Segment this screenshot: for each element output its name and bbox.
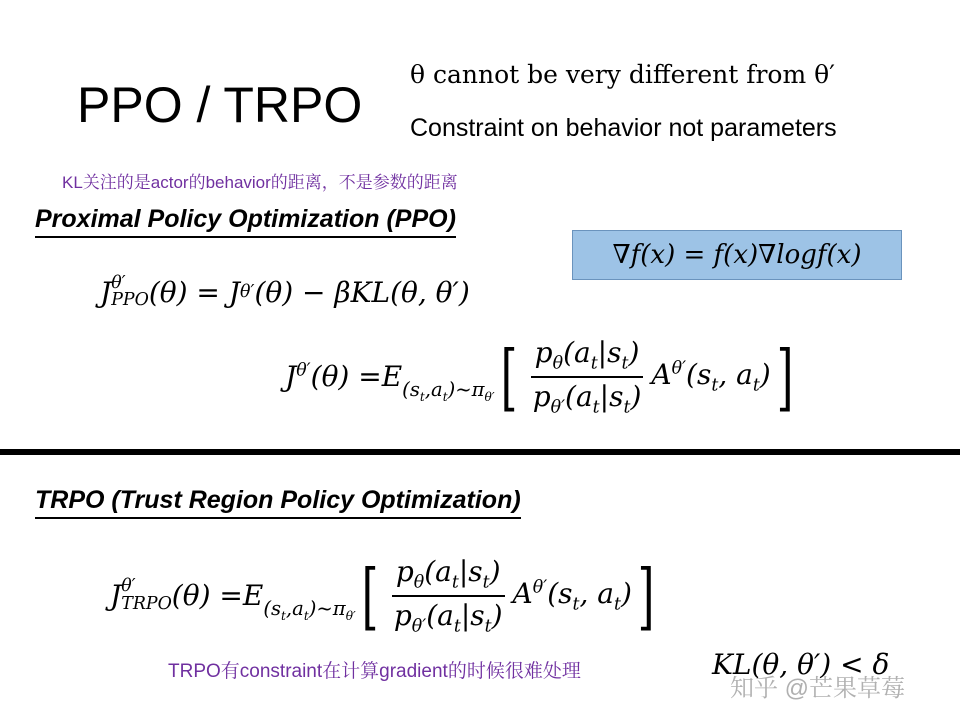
j-expectation-equation xyxy=(285,336,799,417)
gradient-identity: ∇f(x) = f(x)∇logf(x) xyxy=(612,240,862,270)
advantage-term: $A^{\theta'}(s_t$, $a_t$) xyxy=(651,357,771,396)
gradient-identity-box xyxy=(572,230,902,280)
trpo-objective-equation xyxy=(110,555,660,636)
trpo-heading: TRPO (Trust Region Policy Optimization) xyxy=(35,486,521,519)
trpo-probability-ratio xyxy=(390,555,507,636)
ppo-objective-equation xyxy=(100,275,470,310)
trpo-left-bracket: [ xyxy=(361,553,379,638)
trpo-expectation-symbol: $E_{(s_t,a_t)\sim\pi_{\theta'}}$ xyxy=(242,578,356,623)
trpo-right-bracket: ] xyxy=(637,553,655,638)
expectation-symbol: $E_{(s_t,a_t)\sim\pi_{\theta'}}$ xyxy=(381,359,495,404)
trpo-lhs-theta: (θ) = xyxy=(171,579,243,613)
trpo-annotation: TRPO有constraint在计算gradient的时候很难处理 xyxy=(168,661,581,682)
ppo-j-subscript: PPO xyxy=(111,290,149,311)
trpo-j-subscript: TRPO xyxy=(121,593,172,614)
j-symbol: $J^{\theta'}$ xyxy=(285,360,311,394)
ppo-j-scripts xyxy=(111,275,149,310)
ppo-heading: Proximal Policy Optimization (PPO) xyxy=(35,205,456,238)
trpo-j-symbol: J xyxy=(110,579,122,613)
ppo-rhs-superscript: θ′ xyxy=(240,282,255,303)
j-lhs: (θ) = xyxy=(310,360,382,394)
trpo-j-scripts xyxy=(121,578,172,613)
trpo-ratio-numerator: $p_\theta(a_t|s_t)$ xyxy=(392,555,505,597)
ratio-numerator: $p_\theta(a_t|s_t)$ xyxy=(531,336,644,378)
kl-constraint: KL(θ, θ′) < δ xyxy=(712,648,890,681)
note-theta-difference: θ cannot be very different from θ′ xyxy=(410,60,835,89)
trpo-ratio-denominator: $p_{\theta'}(a_t|s_t)$ xyxy=(393,598,503,637)
ppo-j-superscript: θ′ xyxy=(111,273,126,293)
note-constraint-behavior: Constraint on behavior not parameters xyxy=(410,114,837,142)
left-bracket: [ xyxy=(500,334,518,419)
trpo-j-superscript: θ′ xyxy=(121,576,136,597)
probability-ratio xyxy=(529,336,646,417)
ppo-j-symbol: J xyxy=(100,275,112,309)
slide-title: PPO / TRPO xyxy=(77,77,363,133)
right-bracket: ] xyxy=(776,334,794,419)
watermark: 知乎 @芒果草莓 xyxy=(730,675,906,702)
kl-annotation: KL关注的是actor的behavior的距离，不是参数的距离 xyxy=(62,173,458,192)
trpo-advantage-term: $A^{\theta'}(s_t$, $a_t$) xyxy=(512,576,632,615)
ratio-denominator: $p_{\theta'}(a_t|s_t)$ xyxy=(532,379,642,418)
ppo-objective-rhs: (θ) = J xyxy=(148,275,241,309)
section-divider xyxy=(0,449,960,455)
ppo-objective-tail: (θ) − βKL(θ, θ′) xyxy=(254,275,470,309)
